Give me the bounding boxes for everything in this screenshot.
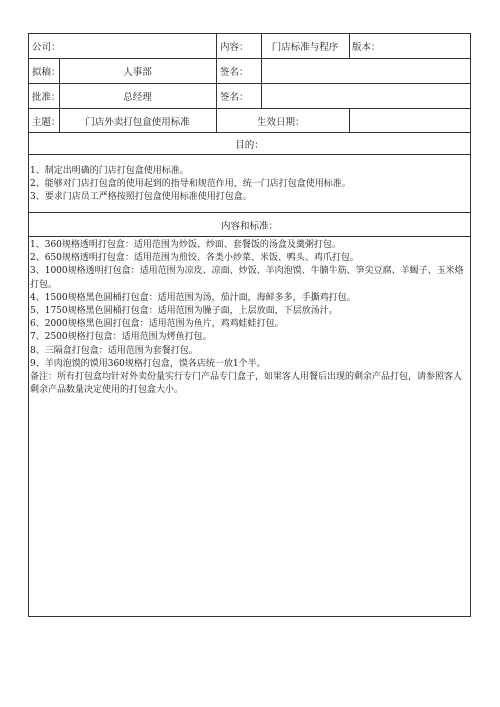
purpose-item: 2、能够对门店打包盒的使用起到的指导和规范作用，统一门店打包盒使用标准。 <box>30 179 351 190</box>
standard-item: 1、360规格透明打包盒：适用范围为炒饭、炒面、套餐饭的汤盒及羹粥打包。 <box>30 240 341 250</box>
purpose-item: 3、要求门店员工严格按照打包盒使用标准使用打包盒。 <box>30 192 252 203</box>
standard-item: 6、2000规格黑色圆打包盒：适用范围为鱼片，鸡鸡蛙蛙打包。 <box>30 319 284 330</box>
header-row-drafter <box>29 59 470 84</box>
drafter-sign-label: 签名： <box>220 67 249 78</box>
standard-note: 备注：所有打包盒均针对外卖份量实行专门产品专门盒子，如果客人用餐后出现的剩余产品打包，请参照客人剩余产品数量决定使用的打包盒大小。 <box>30 372 463 396</box>
content-label: 内容： <box>220 42 249 53</box>
version-label: 版本： <box>352 42 381 53</box>
standards-title: 内容和标准： <box>220 220 278 232</box>
standards-header-row <box>29 213 470 237</box>
standard-item: 2、650规格透明打包盒：适用范围为煎饺、各类小炒菜、米饭、鸭头、鸡爪打包。 <box>30 253 359 264</box>
standard-item: 4、1500规格黑色圆桶打包盒：适用范围为汤，茄汁面，海鲜多多，手撕鸡打包。 <box>30 292 356 303</box>
standard-item: 9、羊肉泡馍的馍用360规格打包盒，馍各店统一放1个半。 <box>30 358 266 369</box>
purpose-title: 目的： <box>235 139 264 151</box>
drafter-value: 人事部 <box>123 67 152 78</box>
approver-label: 批准： <box>32 92 61 103</box>
purpose-body-row <box>29 155 470 213</box>
standard-item: 3、1000规格透明打包盒：适用范围为凉皮、凉面、炒饭、羊肉泡馍、牛腩牛筋、笋尖豆腐、羊蝎子、玉米烙打包。 <box>30 266 464 290</box>
header-row-approver <box>29 84 470 109</box>
company-label: 公司： <box>32 42 61 53</box>
header-row-subject <box>29 109 470 133</box>
drafter-label: 拟稿： <box>32 67 61 78</box>
purpose-item: 1、制定出明确的门店打包盒使用标准。 <box>30 166 189 176</box>
content-value: 门店标准与程序 <box>271 42 339 53</box>
standard-item: 7、2500规格打包盒：适用范围为烤鱼打包。 <box>30 332 212 343</box>
subject-value: 门店外卖打包盒使用标准 <box>85 116 190 128</box>
sop-form <box>28 33 471 617</box>
effective-date-label: 生效日期： <box>257 116 305 128</box>
purpose-list <box>29 165 470 205</box>
standard-item: 8、三隔盒打包盒：适用范围为套餐打包。 <box>30 345 198 356</box>
approver-value: 总经理 <box>123 92 152 103</box>
approver-sign-label: 签名： <box>220 92 249 103</box>
standard-item: 5、1750规格黑色圆桶打包盒：适用范围为臊子面，上层放面，下层放汤汁。 <box>30 306 338 317</box>
header-row-company <box>29 34 470 59</box>
purpose-header-row <box>29 133 470 155</box>
standards-list <box>29 239 470 397</box>
subject-label: 主题： <box>32 116 61 128</box>
